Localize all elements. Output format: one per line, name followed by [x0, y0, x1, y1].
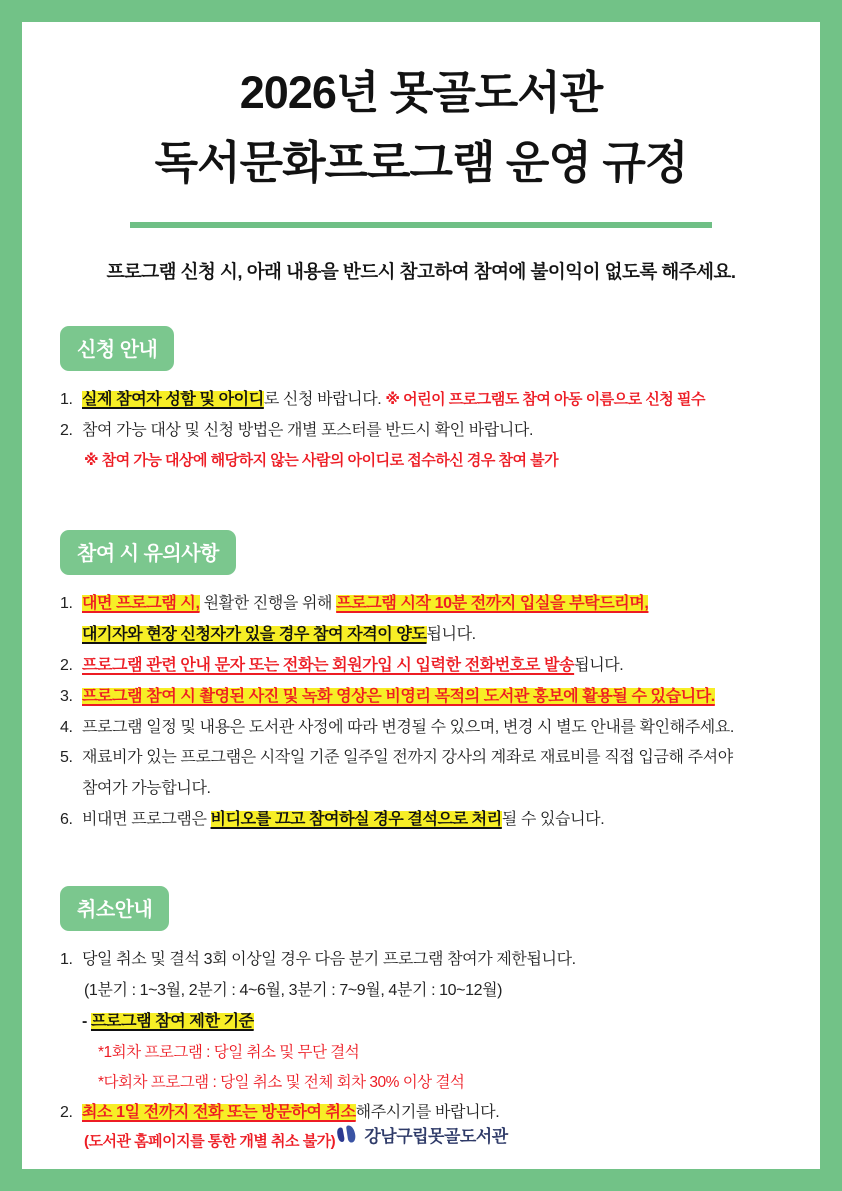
footer [22, 1122, 820, 1147]
red-note: ※ 어린이 프로그램도 참여 아동 이름으로 신청 필수 [385, 391, 705, 409]
highlighted-phrase: 대면 프로그램 시, [82, 595, 200, 613]
list-item: 5. 재료비가 있는 프로그램은 시작일 기준 일주일 전까지 강사의 계좌로 재료비를 직접 입금해 주셔야 참여가 가능합니다. [60, 749, 733, 798]
title-line-2: 독서문화프로그램 운영 규정 [154, 137, 688, 189]
page-title [60, 58, 782, 198]
list-item: 6. 비대면 프로그램은 비디오를 끄고 참여하실 경우 결석으로 처리될 수 있습니다. [60, 811, 605, 829]
list-item: 4. 프로그램 일정 및 내용은 도서관 사정에 따라 변경될 수 있으며, 변경 시 별도 안내를 확인해주세요. [60, 718, 734, 736]
highlighted-phrase: 프로그램 참여 제한 기준 [90, 1012, 254, 1030]
section-apply-badge: 신청 안내 [60, 326, 174, 371]
section-attend-badge: 참여 시 유의사항 [60, 530, 236, 575]
red-rule: *다회차 프로그램 : 당일 취소 및 전체 회차 30% 이상 결석 [98, 1073, 465, 1091]
section-attend [60, 530, 782, 836]
list-item: 2. 최소 1일 전까지 전화 또는 방문하여 취소해주시기를 바랍니다. (도서관 홈페이지를 통한 개별 취소 불가) [60, 1098, 782, 1158]
library-logo-icon [334, 1124, 358, 1146]
highlighted-phrase: 최소 1일 전까지 전화 또는 방문하여 취소 [82, 1103, 356, 1121]
highlighted-phrase: 비디오를 끄고 참여하실 경우 결석으로 처리 [210, 811, 502, 829]
intro-text: 프로그램 신청 시, 아래 내용을 반드시 참고하여 참여에 불이익이 없도록 해주세요. [106, 261, 736, 283]
highlighted-phrase: 실제 참여자 성함 및 아이디 [82, 391, 264, 409]
red-rule: *1회차 프로그램 : 당일 취소 및 무단 결석 [98, 1043, 360, 1061]
title-line-1: 2026년 못골도서관 [239, 67, 603, 118]
list-item: 1. 실제 참여자 성함 및 아이디로 신청 바랍니다. ※ 어린이 프로그램도 참여 아동 이름으로 신청 필수 [60, 391, 705, 409]
red-emphasis: 프로그램 관련 안내 문자 또는 전화는 회원가입 시 입력한 전화번호로 발송 [82, 656, 575, 674]
section-cancel [60, 886, 782, 1157]
list-item: 2. 참여 가능 대상 및 신청 방법은 개별 포스터를 반드시 확인 바랍니다. ※ 참여 가능 대상에 해당하지 않는 사람의 아이디로 접수하신 경우 참여 불가 [60, 416, 782, 476]
poster-content [22, 58, 820, 1157]
section-apply [60, 326, 782, 476]
highlighted-phrase: 프로그램 시작 10분 전까지 입실을 부탁드리며, [336, 595, 649, 613]
list-item: 1. 당일 취소 및 결석 3회 이상일 경우 다음 분기 프로그램 참여가 제한됩니다. (1분기 : 1~3월, 2분기 : 4~6월, 3분기 : 7~9월, 4분기 : 10~12월) - 프로그램 참여 제한 기준 *1회차 프로그램 : 당일 취소 및 무단 결석 *다회차 프로그램 : 당일 취소 및 전체 회차 30% 이상 결석 [60, 945, 782, 1097]
library-name: 강남구립못골도서관 [364, 1127, 508, 1146]
red-note: (도서관 홈페이지를 통한 개별 취소 불가) [84, 1133, 336, 1151]
highlighted-phrase: 프로그램 참여 시 촬영된 사진 및 녹화 영상은 비영리 목적의 도서관 홍보에 활용될 수 있습니다. [82, 687, 715, 705]
section-attend-items [60, 589, 782, 836]
red-note: ※ 참여 가능 대상에 해당하지 않는 사람의 아이디로 접수하신 경우 참여 불가 [84, 452, 559, 470]
list-item: 2. 프로그램 관련 안내 문자 또는 전화는 회원가입 시 입력한 전화번호로 발송됩니다. [60, 656, 624, 674]
title-divider [130, 222, 712, 228]
highlighted-phrase: 대기자와 현장 신청자가 있을 경우 참여 자격이 양도 [82, 625, 427, 643]
list-item: 3. 프로그램 참여 시 촬영된 사진 및 녹화 영상은 비영리 목적의 도서관 홍보에 활용될 수 있습니다. [60, 687, 715, 705]
section-apply-items [60, 385, 782, 476]
section-cancel-badge: 취소안내 [60, 886, 169, 931]
list-item: 1. 대면 프로그램 시, 원활한 진행을 위해 프로그램 시작 10분 전까지 입실을 부탁드리며, 대기자와 현장 신청자가 있을 경우 참여 자격이 양도됩니다. [60, 595, 649, 643]
quarter-definitions: (1분기 : 1~3월, 2분기 : 4~6월, 3분기 : 7~9월, 4분기 : 10~12월) [84, 981, 503, 999]
